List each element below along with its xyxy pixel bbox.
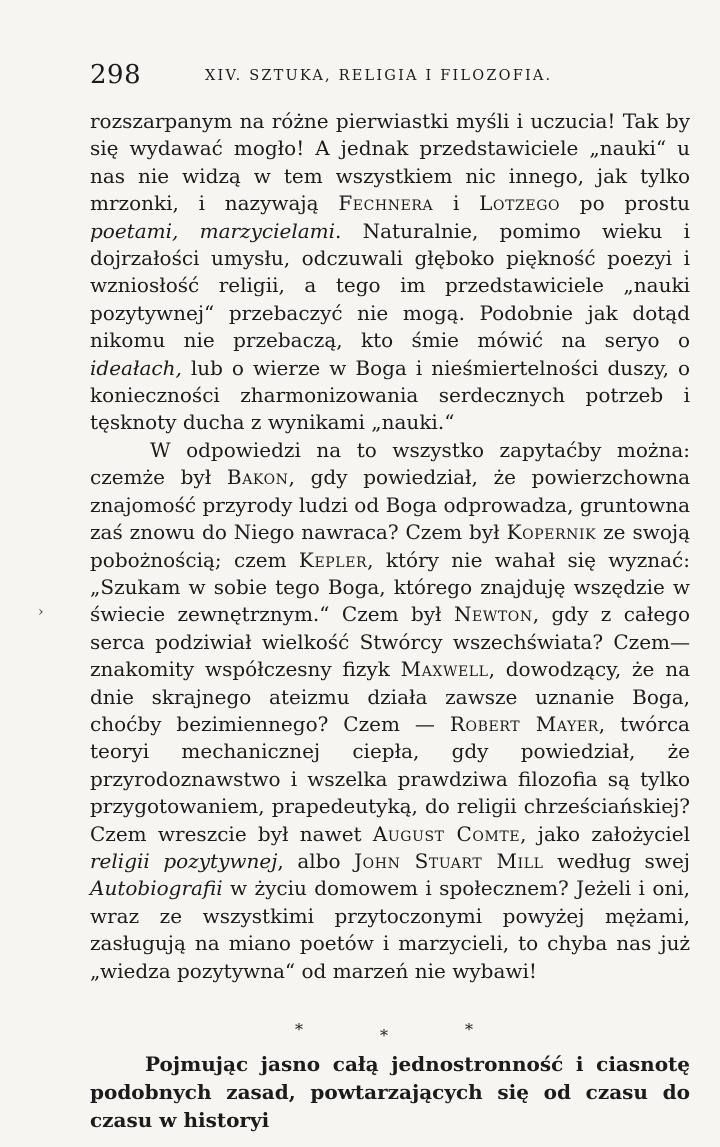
name-fechner: Fechnera xyxy=(338,191,434,216)
text-run: , gdy powiedział, że powierzchowna znajomość przyrody ludzi od Boga odprowadza, gruntowna zaś znowu do Niego nawraca? Czem był xyxy=(90,465,690,545)
text-run: , który nie wahał się wyznać: „Szukam w sobie tego Boga, którego znajduję wszędzie w świecie zewnętrznym.“ Czem był xyxy=(90,547,690,627)
asterisk-3: * xyxy=(465,1020,473,1039)
asterisk-1: * xyxy=(295,1020,303,1039)
margin-mark: › xyxy=(38,604,44,620)
text-run: według swej xyxy=(543,848,690,873)
emphasis-idealach: ideałach, xyxy=(90,355,182,380)
text-run: rozszarpanym na różne pierwiastki myśli i uczucia! Tak by się wydawać mogło! A jednak przedstawiciele „nauki“ u nas nie widzą w tem wszystkiem nic innego, jak tylko mrzonki, i nazywają xyxy=(90,109,690,216)
paragraph-1 xyxy=(90,108,690,437)
text-run: , dowodzący, że na dnie skrajnego ateizmu działa zawsze uznanie Boga, choćby bezimiennego? Czem — xyxy=(90,657,690,736)
name-lotze: Lotzego xyxy=(479,191,561,216)
closing-text xyxy=(90,1050,690,1134)
emphasis-autobiografii: Autobiografii xyxy=(90,876,223,901)
text-run: w życiu domowem i społecznem? Jeżeli i oni, wraz ze wszystkimi przytoczonymi powyżej mężami, zasługują na miano poetów i marzycieli, to chyba nas już „wiedza pozytywna“ od marzeń nie wybawi! xyxy=(90,876,690,983)
emphasis-poetami: poetami, marzycielami xyxy=(90,218,336,243)
asterisk-2: * xyxy=(380,1026,388,1045)
paragraph-3: Pojmując jasno całą jednostronność i ciasnotę podobnych zasad, powtarzających się od czasu do czasu w historyi xyxy=(90,1052,690,1132)
name-bakon: Bakon xyxy=(226,465,289,490)
name-newton: Newton xyxy=(453,602,533,627)
name-kopernik: Kopernik xyxy=(506,520,597,545)
text-run: i xyxy=(433,191,480,216)
page-number: 298 xyxy=(90,60,142,90)
text-run: , jako założyciel xyxy=(520,821,690,846)
text-run: , twórca teoryi mechanicznej ciepła, gdy powiedział, że przyrodoznawstwo i wszelka prawdziwa filozofia są tylko przygotowaniem, prapedeutyką, do religii chrześciańskiej? Czem wreszcie był nawet xyxy=(90,711,690,846)
name-comte: August Comte xyxy=(372,821,521,846)
body-text xyxy=(90,108,690,985)
section-divider xyxy=(285,1020,505,1045)
paragraph-2 xyxy=(90,437,690,985)
text-run: ze swoją pobożnością; czem xyxy=(90,520,690,572)
text-run: lub o wierze w Boga i nieśmiertelności duszy, o konieczności zharmonizowania serdecznych potrzeb i tęsknoty ducha z wynikami „nauki.“ xyxy=(90,355,690,435)
text-run: po prostu xyxy=(560,191,690,216)
page-header xyxy=(90,60,690,96)
text-run: , gdy z całego serca podziwiał wielkość Stwórcy wszechświata? Czem—znakomity współczesny fizyk xyxy=(90,602,690,682)
text-run: W odpowiedzi na to wszystko zapytaćby można: czemże był xyxy=(90,437,690,490)
name-maxwell: Maxwell xyxy=(400,657,489,682)
text-run: . Naturalnie, pomimo wieku i dojrzałości umysłu, odczuwali głęboko piękność poezyi i wzniosłość religii, a tego im przedstawiciele „nauki pozytywnej“ przebaczyć nie mogą. Podobnie jak dotąd nikomu nie przebaczą, kto śmie mówić na seryo o xyxy=(90,218,690,353)
running-head: XIV. SZTUKA, RELIGIA I FILOZOFIA. xyxy=(205,68,553,84)
emphasis-religii: religii pozytywnej xyxy=(90,848,278,873)
name-kepler: Kepler xyxy=(298,547,368,572)
name-mill: John Stuart Mill xyxy=(354,848,544,873)
text-run: , albo xyxy=(277,848,355,873)
name-mayer: Robert Mayer xyxy=(449,711,599,736)
